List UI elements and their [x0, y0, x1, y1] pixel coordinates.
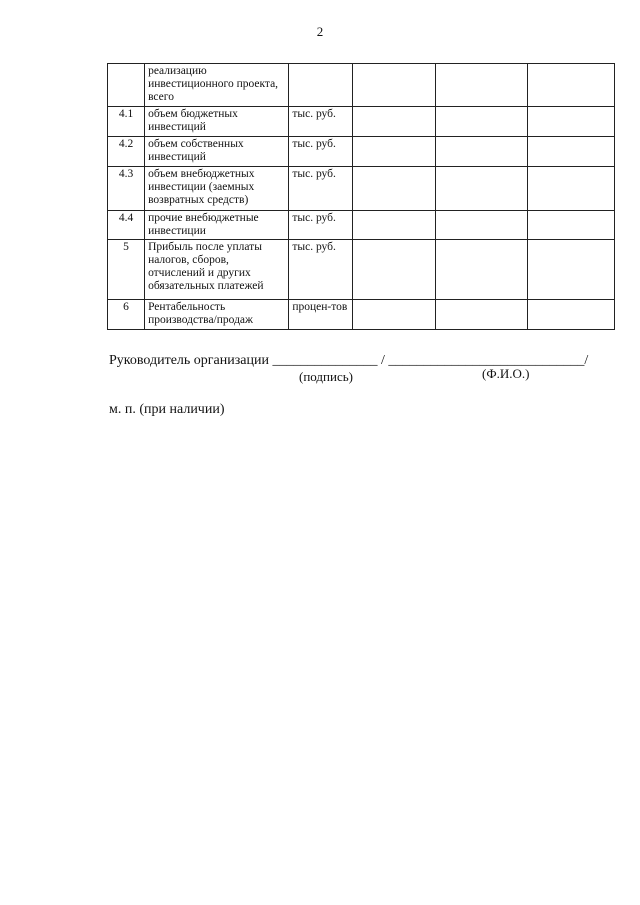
row-number: 4.1 — [108, 107, 145, 137]
row-unit: тыс. руб. — [289, 137, 353, 167]
value-cell — [353, 300, 435, 330]
row-name: объем бюджетных инвестиций — [145, 107, 289, 137]
row-unit — [289, 64, 353, 107]
value-cell — [435, 167, 527, 211]
row-name: Рентабельность производства/продаж — [145, 300, 289, 330]
row-name: Прибыль после уплаты налогов, сборов, отчислений и других обязательных платежей — [145, 240, 289, 300]
row-name: реализацию инвестиционного проекта, всего — [145, 64, 289, 107]
value-cell — [527, 107, 614, 137]
value-cell — [353, 64, 435, 107]
row-number: 4.3 — [108, 167, 145, 211]
value-cell — [435, 211, 527, 240]
value-cell — [435, 64, 527, 107]
row-name: объем внебюджетных инвестиции (заемных возвратных средств) — [145, 167, 289, 211]
row-unit: тыс. руб. — [289, 107, 353, 137]
table-row — [108, 300, 615, 330]
value-cell — [527, 240, 614, 300]
row-number — [108, 64, 145, 107]
row-number: 5 — [108, 240, 145, 300]
row-name: прочие внебюджетные инвестиции — [145, 211, 289, 240]
row-unit: тыс. руб. — [289, 240, 353, 300]
signature-line: Руководитель организации _______________ / ____________________________/ — [109, 353, 589, 368]
stamp-note: м. п. (при наличии) — [109, 402, 225, 417]
value-cell — [527, 167, 614, 211]
value-cell — [435, 240, 527, 300]
row-name: объем собственных инвестиций — [145, 137, 289, 167]
table-row — [108, 240, 615, 300]
table-row — [108, 137, 615, 167]
value-cell — [435, 107, 527, 137]
page-number: 2 — [316, 24, 324, 39]
table-row — [108, 167, 615, 211]
row-number: 4.2 — [108, 137, 145, 167]
value-cell — [527, 300, 614, 330]
row-number: 4.4 — [108, 211, 145, 240]
investment-table — [107, 63, 615, 330]
value-cell — [527, 211, 614, 240]
row-unit: тыс. руб. — [289, 211, 353, 240]
row-unit: тыс. руб. — [289, 167, 353, 211]
value-cell — [353, 167, 435, 211]
value-cell — [353, 240, 435, 300]
value-cell — [527, 64, 614, 107]
signature-caption: (подпись) — [299, 369, 353, 384]
row-unit: процен-тов — [289, 300, 353, 330]
table-row — [108, 64, 615, 107]
table-row — [108, 107, 615, 137]
value-cell — [353, 107, 435, 137]
row-number: 6 — [108, 300, 145, 330]
value-cell — [435, 300, 527, 330]
value-cell — [435, 137, 527, 167]
value-cell — [527, 137, 614, 167]
table-row — [108, 211, 615, 240]
full-name-caption: (Ф.И.О.) — [482, 366, 530, 381]
value-cell — [353, 211, 435, 240]
value-cell — [353, 137, 435, 167]
